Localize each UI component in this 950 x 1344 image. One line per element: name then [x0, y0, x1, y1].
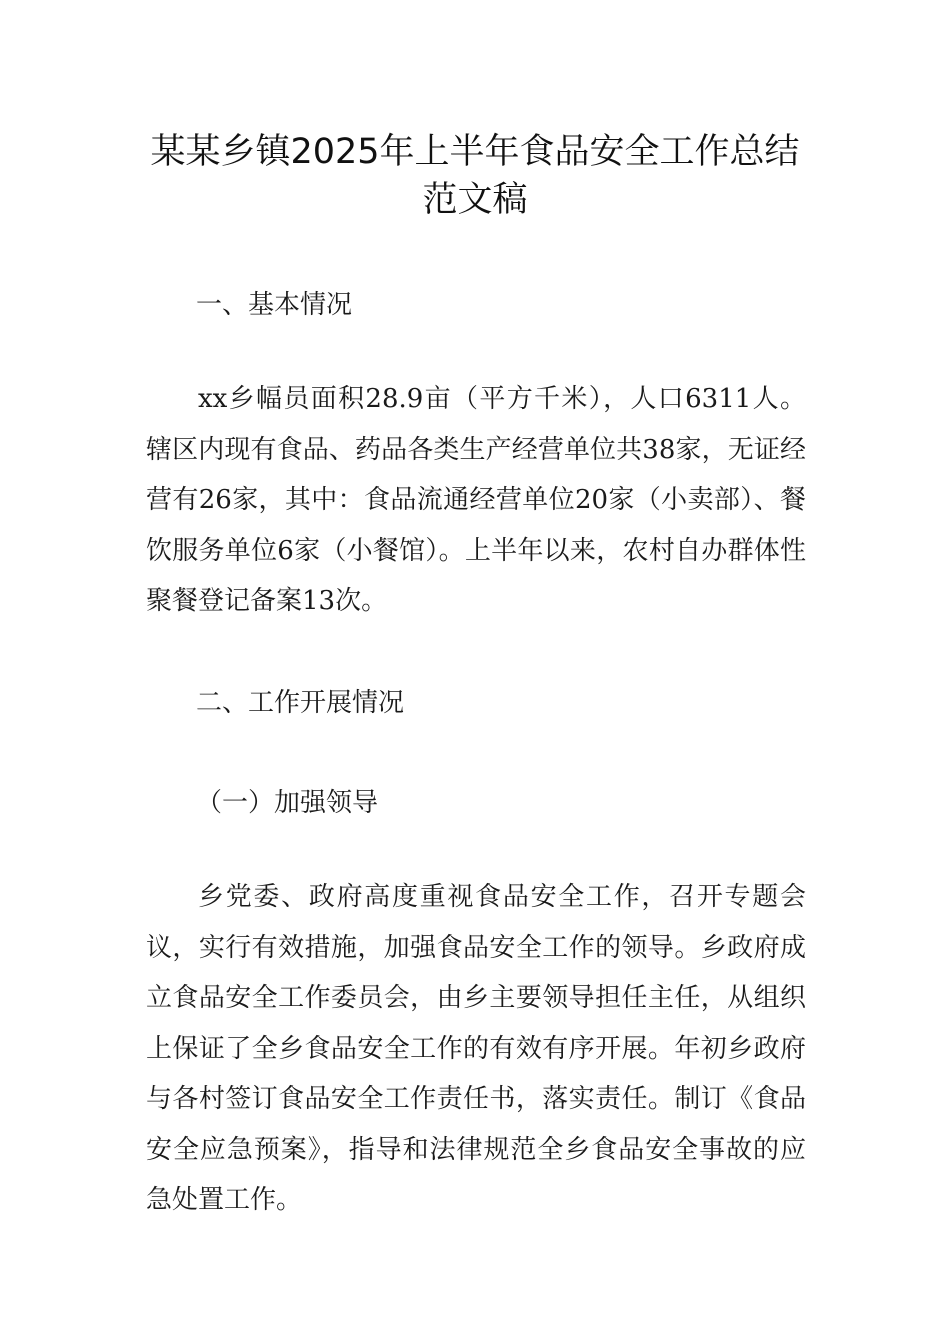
section1-paragraph: xx乡幅员面积28.9亩（平方千米），人口6311人。辖区内现有食品、药品各类生产经营单位共38家，无证经营有26家，其中：食品流通经营单位20家（小卖部）、餐饮服务单位6家（小餐馆）。上半年以来，农村自办群体性聚餐登记备案13次。	[146, 384, 806, 616]
subsection1-paragraph: 乡党委、政府高度重视食品安全工作，召开专题会议，实行有效措施，加强食品安全工作的领导。乡政府成立食品安全工作委员会，由乡主要领导担任主任，从组织上保证了全乡食品安全工作的有效有序开展。年初乡政府与各村签订食品安全工作责任书，落实责任。制订《食品安全应急预案》，指导和法律规范全乡食品安全事故的应急处置工作。	[146, 882, 806, 1215]
document-title-line1: 某某乡镇2025年上半年食品安全工作总结	[150, 132, 800, 172]
section1-heading: 一、基本情况	[196, 290, 353, 320]
document-title-line2: 范文稿	[422, 180, 528, 220]
section2-heading: 二、工作开展情况	[196, 688, 405, 718]
subsection1-heading: （一）加强领导	[196, 788, 379, 818]
